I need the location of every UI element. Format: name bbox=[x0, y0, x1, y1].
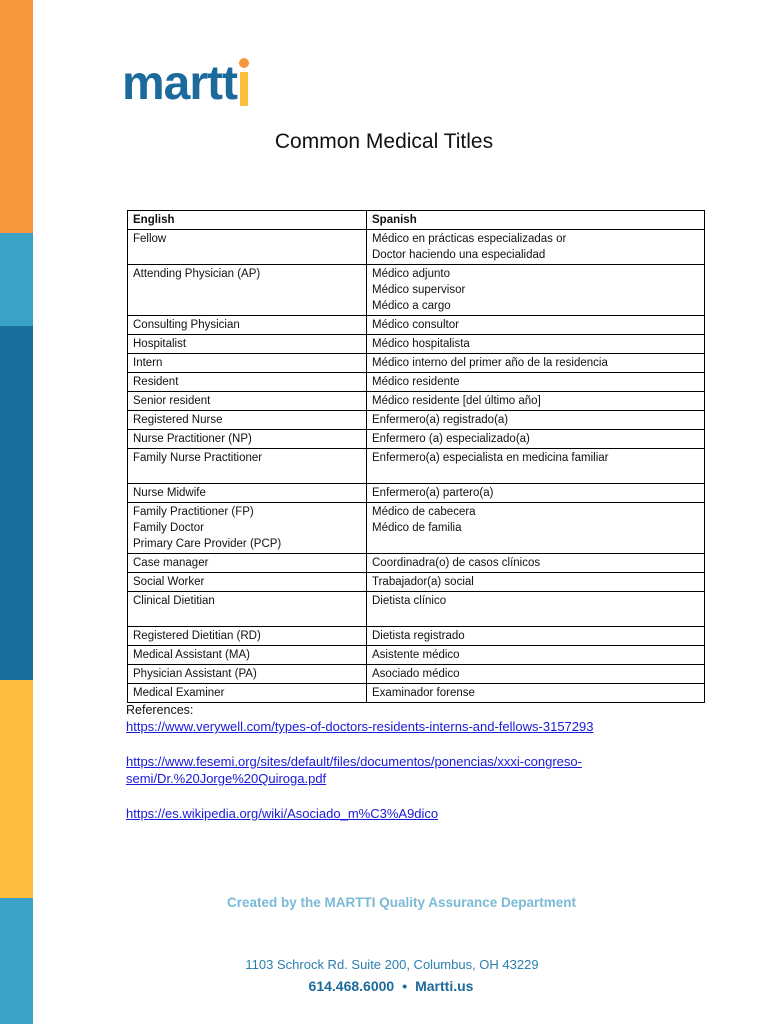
english-title-cell: Case manager bbox=[128, 554, 367, 573]
table-row bbox=[128, 484, 705, 503]
table-row bbox=[128, 592, 705, 627]
header-spanish: Spanish bbox=[367, 211, 705, 230]
footer-separator: • bbox=[402, 978, 408, 994]
english-title-cell: Consulting Physician bbox=[128, 316, 367, 335]
spanish-title-cell: Enfermero (a) especializado(a) bbox=[367, 430, 705, 449]
english-title-cell: Clinical Dietitian bbox=[128, 592, 367, 627]
spanish-title-cell: Enfermero(a) especialista en medicina familiar bbox=[367, 449, 705, 484]
reference-link-fesemi[interactable]: https://www.fesemi.org/sites/default/files/documentos/ponencias/xxxi-congreso- semi/Dr.%20Jorge%20Quiroga.pdf bbox=[126, 754, 582, 786]
spanish-title-cell: Dietista registrado bbox=[367, 627, 705, 646]
page-title: Common Medical Titles bbox=[274, 130, 494, 153]
english-title-cell: Nurse Midwife bbox=[128, 484, 367, 503]
spanish-title-cell: Médico hospitalista bbox=[367, 335, 705, 354]
table-row bbox=[128, 265, 705, 316]
header-english: English bbox=[128, 211, 367, 230]
english-title-cell: Resident bbox=[128, 373, 367, 392]
footer-website: Martti.us bbox=[415, 978, 474, 994]
english-title-cell: Registered Dietitian (RD) bbox=[128, 627, 367, 646]
table-row bbox=[128, 573, 705, 592]
table-row bbox=[128, 627, 705, 646]
reference-link-verywell[interactable]: https://www.verywell.com/types-of-doctors-residents-interns-and-fellows-3157293 bbox=[126, 719, 594, 734]
table-row bbox=[128, 449, 705, 484]
spanish-title-cell: Médico adjunto Médico supervisor Médico a cargo bbox=[367, 265, 705, 316]
spanish-title-cell: Médico de cabecera Médico de familia bbox=[367, 503, 705, 554]
english-title-cell: Nurse Practitioner (NP) bbox=[128, 430, 367, 449]
english-title-cell: Social Worker bbox=[128, 573, 367, 592]
footer-address: 1103 Schrock Rd. Suite 200, Columbus, OH 43229 bbox=[245, 957, 539, 972]
spanish-title-cell: Enfermero(a) registrado(a) bbox=[367, 411, 705, 430]
english-title-cell: Family Practitioner (FP) Family Doctor Primary Care Provider (PCP) bbox=[128, 503, 367, 554]
english-title-cell: Family Nurse Practitioner bbox=[128, 449, 367, 484]
table-row bbox=[128, 335, 705, 354]
references-label: References: bbox=[126, 703, 194, 717]
english-title-cell: Medical Examiner bbox=[128, 684, 367, 703]
english-title-cell: Fellow bbox=[128, 230, 367, 265]
accent-stripe-dark-blue bbox=[0, 326, 33, 680]
spanish-title-cell: Médico residente bbox=[367, 373, 705, 392]
table-row bbox=[128, 316, 705, 335]
spanish-title-cell: Médico consultor bbox=[367, 316, 705, 335]
accent-stripe-light-blue bbox=[0, 233, 33, 326]
table-row bbox=[128, 646, 705, 665]
spanish-title-cell: Médico residente [del último año] bbox=[367, 392, 705, 411]
spanish-title-cell: Dietista clínico bbox=[367, 592, 705, 627]
spanish-title-cell: Asociado médico bbox=[367, 665, 705, 684]
logo-i-mark bbox=[239, 72, 249, 106]
spanish-title-cell: Médico en prácticas especializadas or Doctor haciendo una especialidad bbox=[367, 230, 705, 265]
logo-i-dot bbox=[239, 58, 249, 68]
medical-titles-table bbox=[127, 210, 705, 703]
table-row bbox=[128, 354, 705, 373]
accent-stripe-orange bbox=[0, 0, 33, 233]
spanish-title-cell: Trabajador(a) social bbox=[367, 573, 705, 592]
table-row bbox=[128, 392, 705, 411]
table-row bbox=[128, 684, 705, 703]
spanish-title-cell: Asistente médico bbox=[367, 646, 705, 665]
footer-credit: Created by the MARTTI Quality Assurance Department bbox=[226, 895, 577, 910]
logo-i-stem bbox=[240, 72, 248, 106]
english-title-cell: Intern bbox=[128, 354, 367, 373]
references-section bbox=[126, 702, 686, 822]
english-title-cell: Hospitalist bbox=[128, 335, 367, 354]
spanish-title-cell: Enfermero(a) partero(a) bbox=[367, 484, 705, 503]
english-title-cell: Attending Physician (AP) bbox=[128, 265, 367, 316]
reference-link-wikipedia[interactable]: https://es.wikipedia.org/wiki/Asociado_m%C3%A9dico bbox=[126, 806, 439, 821]
table-row bbox=[128, 373, 705, 392]
table-row bbox=[128, 503, 705, 554]
spanish-title-cell: Examinador forense bbox=[367, 684, 705, 703]
logo-wordmark: martt bbox=[122, 57, 238, 110]
table-row bbox=[128, 665, 705, 684]
table-header-row bbox=[128, 211, 705, 230]
footer-contact bbox=[0, 978, 768, 994]
table-body bbox=[128, 230, 705, 703]
english-title-cell: Senior resident bbox=[128, 392, 367, 411]
spanish-title-cell: Coordinadra(o) de casos clínicos bbox=[367, 554, 705, 573]
table-row bbox=[128, 554, 705, 573]
table-row bbox=[128, 230, 705, 265]
footer-phone: 614.468.6000 bbox=[308, 978, 395, 994]
english-title-cell: Medical Assistant (MA) bbox=[128, 646, 367, 665]
table-row bbox=[128, 430, 705, 449]
english-title-cell: Physician Assistant (PA) bbox=[128, 665, 367, 684]
english-title-cell: Registered Nurse bbox=[128, 411, 367, 430]
accent-stripe-yellow bbox=[0, 680, 33, 898]
spanish-title-cell: Médico interno del primer año de la residencia bbox=[367, 354, 705, 373]
table-row bbox=[128, 411, 705, 430]
martti-logo bbox=[122, 57, 249, 110]
